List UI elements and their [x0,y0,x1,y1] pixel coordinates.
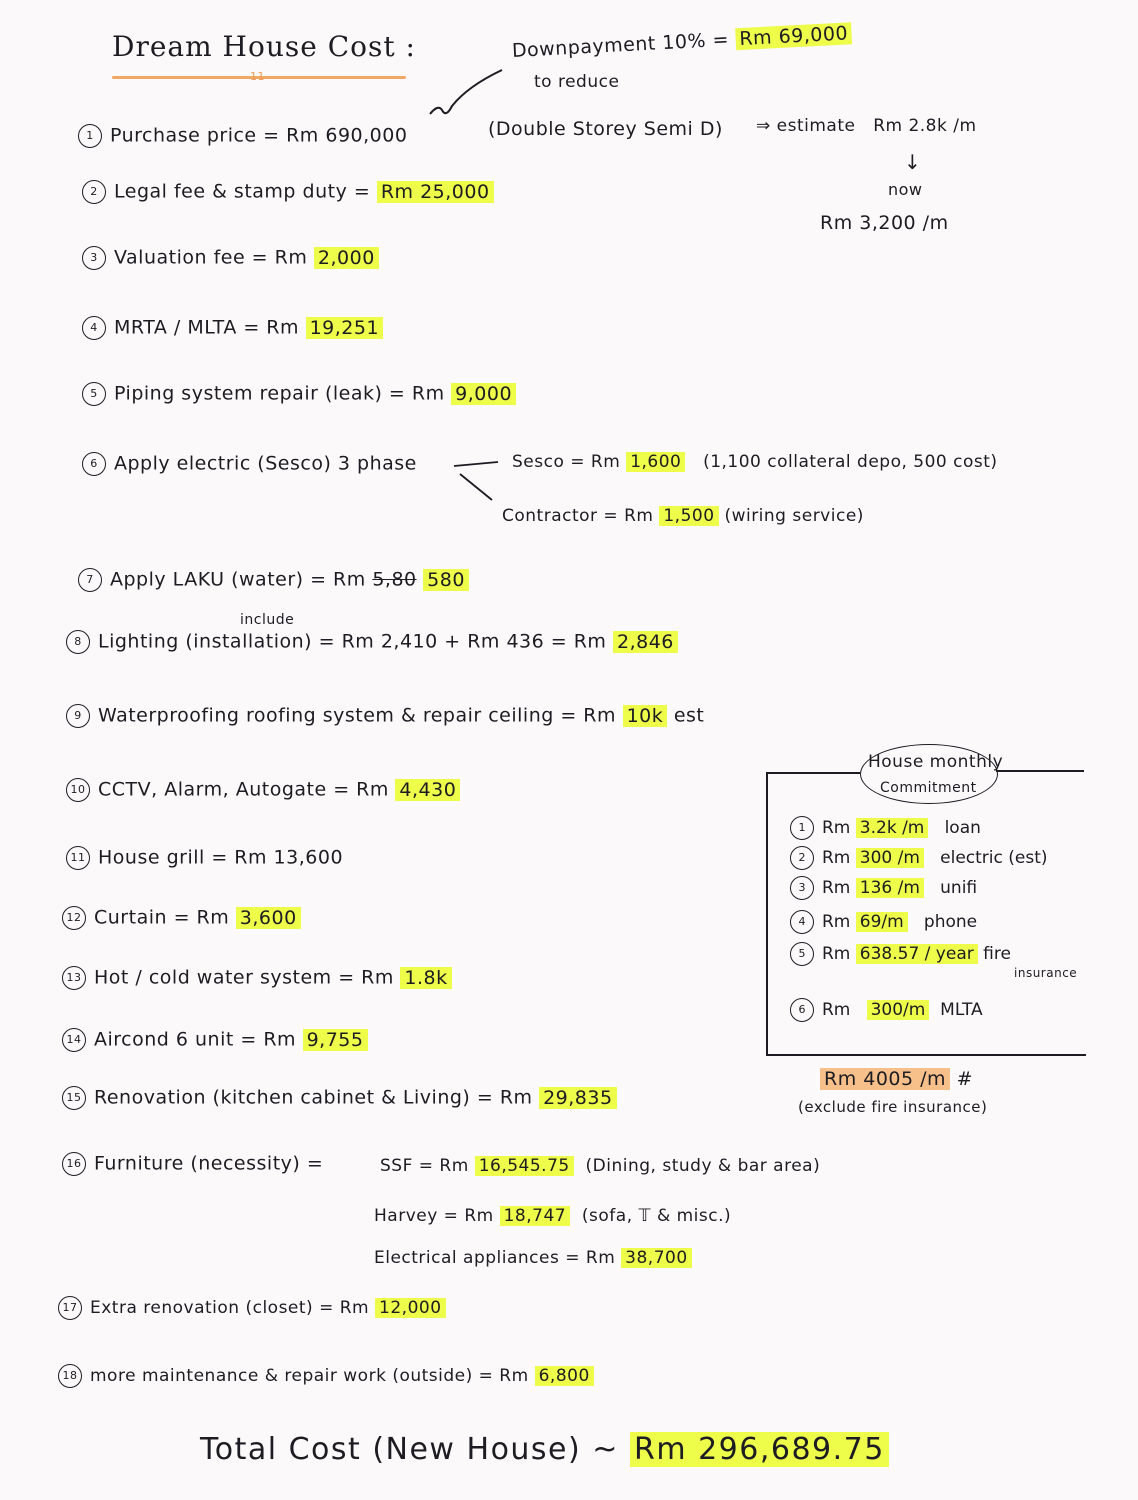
title-underline-mark: 11 [250,70,265,83]
item-number: 2 [82,180,106,204]
row-amount: 3.2k /m [856,818,929,838]
list-item [66,778,460,802]
item-number: 8 [66,630,90,654]
item-amount: 580 [423,569,469,591]
list-item [82,180,494,204]
estimate-label: estimate [776,116,856,136]
monthly-row [790,816,981,840]
item-amount: 9,755 [303,1029,368,1051]
sub-item-note: (sofa, 𝕋 & misc.) [581,1206,732,1226]
sub-item-amount: 16,545.75 [475,1156,574,1176]
list-item [62,906,301,930]
monthly-row [790,846,1048,870]
row-label: unifi [940,878,978,898]
list-item [66,846,343,870]
row-label-continued: insurance [1014,966,1078,980]
row-label: MLTA [940,1000,983,1020]
item-text: Curtain = Rm [94,906,230,929]
item-number: 13 [62,966,86,990]
sub-item [380,1156,820,1176]
row-currency: Rm [822,848,851,868]
list-item [62,1028,368,1052]
item-number: 12 [62,906,86,930]
item-number: 10 [66,778,90,802]
list-item [78,124,407,148]
item-amount: 13,600 [273,846,344,869]
row-amount: 300/m [867,1000,930,1020]
item-amount: 3,600 [236,907,301,929]
item-text: Purchase price = Rm 690,000 [110,124,408,147]
row-currency: Rm [822,818,851,838]
sub-item-amount: 1,500 [659,506,718,526]
downpayment-note [511,22,852,62]
list-item [62,1152,323,1176]
item-text: MRTA / MLTA = Rm [114,316,300,339]
row-number: 5 [790,942,814,966]
monthly-row [790,910,977,934]
item-amount: 10k [623,705,668,727]
item-amount: 1.8k [400,967,451,989]
sub-item-label: Harvey = Rm [374,1206,494,1226]
item-text: Lighting (installation) = Rm 2,410 + Rm 436 = Rm [98,630,607,653]
row-currency: Rm [822,878,851,898]
downpayment-subnote: to reduce [534,72,620,92]
row-label: loan [944,818,981,838]
item-number: 1 [78,124,102,148]
now-value: Rm 3,200 /m [820,212,949,234]
item-text: House grill = Rm [98,846,267,869]
sub-item [502,506,864,526]
item-text: Waterproofing roofing system & repair ceiling = Rm [98,704,617,727]
branch-lines [452,456,502,506]
hash-mark: # [956,1068,974,1090]
sub-item [374,1248,692,1268]
row-amount: 69/m [856,912,908,932]
item-amount: 6,800 [535,1366,594,1386]
total-amount: Rm 296,689.75 [630,1432,889,1467]
struck-amount: 5,80 [372,568,417,591]
monthly-title: House monthly [868,752,1004,772]
list-item [58,1364,594,1388]
row-amount: 638.57 / year [856,944,978,964]
item-text: Renovation (kitchen cabinet & Living) = Rm [94,1086,533,1109]
item-number: 11 [66,846,90,870]
item-number: 5 [82,382,106,406]
list-item [82,246,379,270]
item-text: Valuation fee = Rm [114,246,308,269]
item-amount: 19,251 [306,317,383,339]
row-amount: 300 /m [856,848,924,868]
pointer-squiggle [428,66,508,126]
sub-item-amount: 18,747 [500,1206,570,1226]
list-item [82,382,516,406]
item-text: Legal fee & stamp duty = [114,180,371,203]
list-item [78,568,469,592]
item-text: Furniture (necessity) = [94,1152,324,1175]
item-text: Hot / cold water system = Rm [94,966,394,989]
sub-item-note: (Dining, study & bar area) [585,1156,821,1176]
item-text: CCTV, Alarm, Autogate = Rm [98,778,389,801]
item-text: Apply LAKU (water) = Rm [110,568,366,591]
item-number: 15 [62,1086,86,1110]
item-amount: 9,000 [451,383,516,405]
item-text: Extra renovation (closet) = Rm [90,1298,370,1318]
item-amount: 2,000 [314,247,379,269]
item-text: Aircond 6 unit = Rm [94,1028,297,1051]
sub-item-label: SSF = Rm [380,1156,469,1176]
tilde-mark: ~ [592,1432,619,1467]
sub-item-label: Electrical appliances = Rm [374,1248,616,1268]
sub-item-note: (1,100 collateral depo, 500 cost) [703,452,998,472]
sub-item-note: (wiring service) [724,506,864,526]
monthly-total-note: (exclude fire insurance) [798,1098,988,1116]
list-item [66,704,704,728]
item-text: Piping system repair (leak) = Rm [114,382,445,405]
monthly-row [790,942,1011,966]
item-amount: 29,835 [539,1087,616,1109]
item-number: 4 [82,316,106,340]
monthly-total [820,1068,973,1090]
row-currency: Rm [822,912,851,932]
sub-item [512,452,998,472]
monthly-row [790,876,977,900]
sub-item-label: Contractor = Rm [502,506,654,526]
now-label: now [888,180,923,199]
estimate-line [756,116,977,136]
sub-item [374,1206,731,1226]
item-number: 14 [62,1028,86,1052]
list-item [58,1296,446,1320]
estimate-value: Rm 2.8k /m [873,116,977,136]
row-number: 3 [790,876,814,900]
item-amount: Rm 25,000 [377,181,494,203]
row-label: phone [923,912,978,932]
downpayment-amount: Rm 69,000 [735,22,853,50]
item-text: more maintenance & repair work (outside) = Rm [90,1366,529,1386]
item-note: (Double Storey Semi D) [488,118,723,140]
monthly-total-amount: Rm 4005 /m [820,1068,950,1090]
sub-item-amount: 38,700 [621,1248,691,1268]
item-number: 17 [58,1296,82,1320]
total-label: Total Cost (New House) [200,1432,582,1467]
row-label: electric (est) [940,848,1048,868]
monthly-row [790,998,983,1022]
total-cost-line [200,1432,889,1467]
item-amount: 4,430 [395,779,460,801]
list-item [62,1086,617,1110]
item-amount: 2,846 [613,631,678,653]
item-text: Apply electric (Sesco) 3 phase [114,452,417,475]
row-currency: Rm [822,1000,851,1020]
sub-item-amount: 1,600 [626,452,685,472]
row-currency: Rm [822,944,851,964]
item-number: 7 [78,568,102,592]
item-superscript: include [240,612,295,628]
item-number: 9 [66,704,90,728]
item-amount: 12,000 [375,1298,445,1318]
estimate-arrow-down-icon: ↓ [904,150,922,174]
row-number: 2 [790,846,814,870]
row-number: 1 [790,816,814,840]
page-title: Dream House Cost : [112,30,416,63]
arrow-right-icon: ⇒ [756,116,771,136]
list-item [82,316,383,340]
item-number: 6 [82,452,106,476]
row-label: fire [983,944,1011,964]
downpayment-label: Downpayment 10% = [511,28,730,62]
row-amount: 136 /m [856,878,924,898]
list-item [66,630,678,654]
list-item [82,452,417,476]
item-number: 18 [58,1364,82,1388]
item-number: 3 [82,246,106,270]
row-number: 4 [790,910,814,934]
monthly-subtitle: Commitment [880,780,977,796]
list-item [62,966,452,990]
item-suffix: est [673,704,705,727]
sub-item-label: Sesco = Rm [512,452,621,472]
row-number: 6 [790,998,814,1022]
item-number: 16 [62,1152,86,1176]
